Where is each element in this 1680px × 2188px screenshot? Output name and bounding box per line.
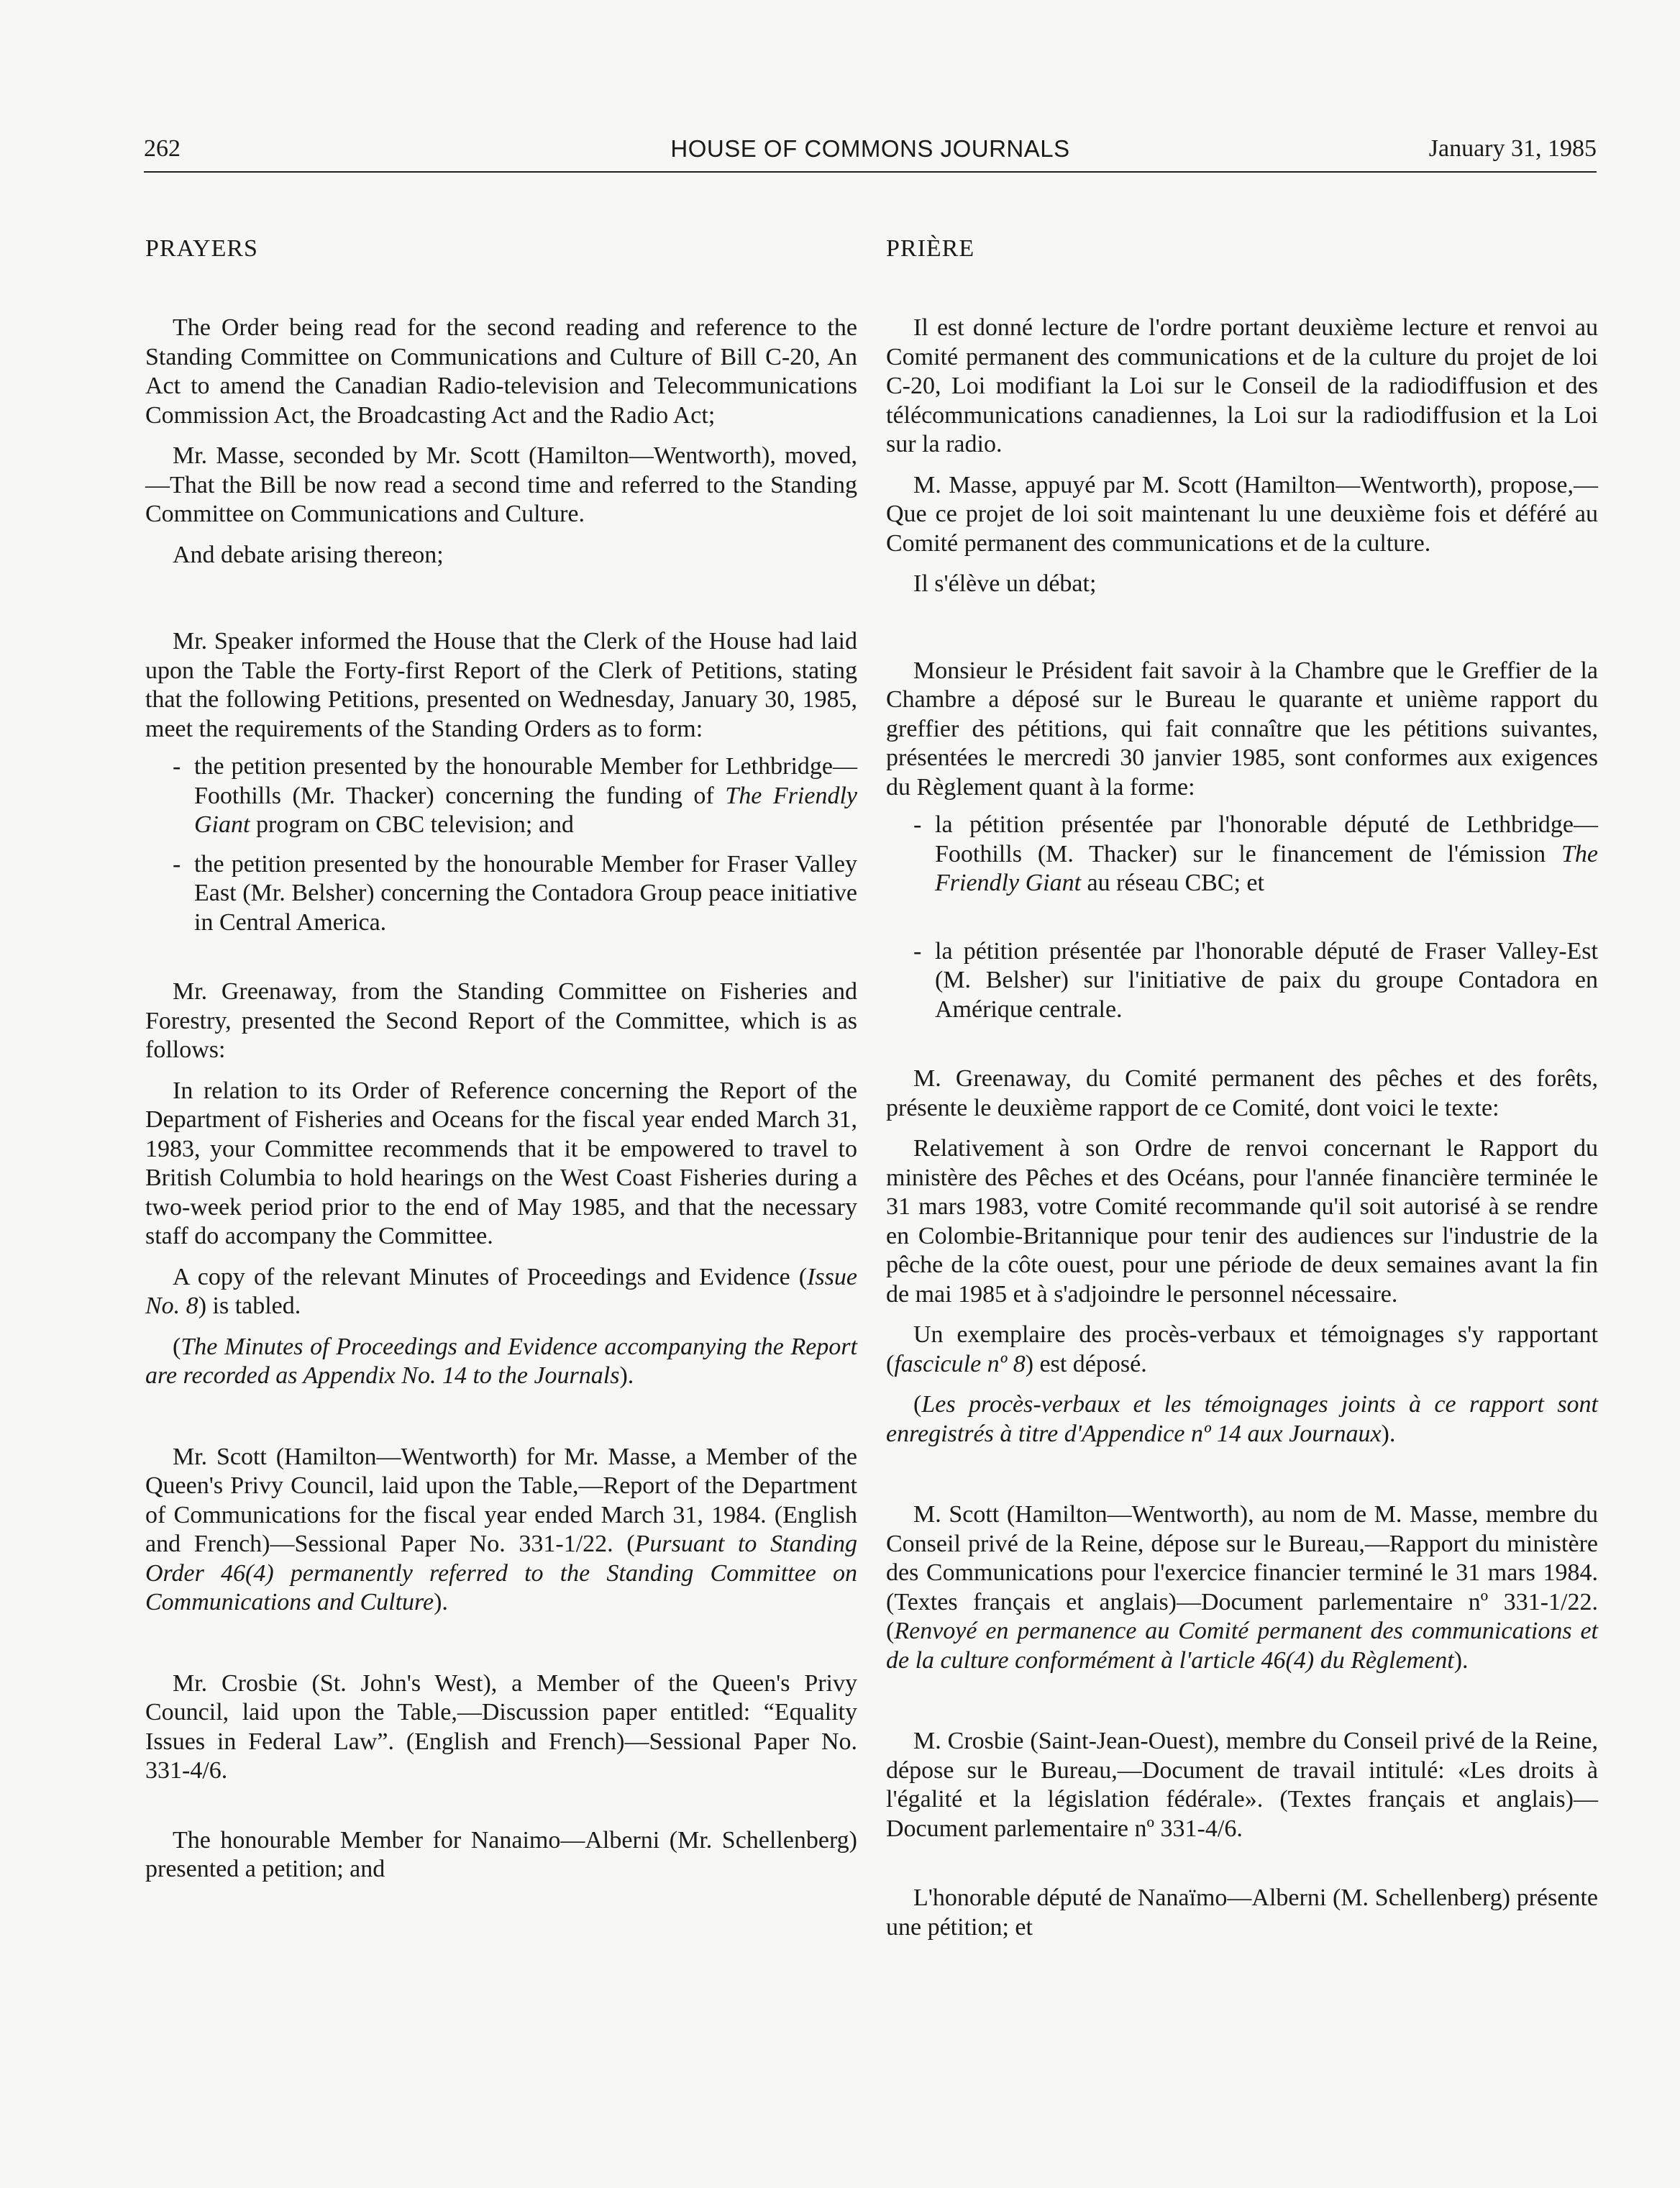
english-column [145, 234, 857, 1884]
paragraph-sessional-paper-2: Mr. Crosbie (St. John's West), a Member of the Queen's Privy Council, laid upon the Table,—Discussion paper entitled: “Equality Issues in Federal Law”. (English and French)—Sessional Paper No. 331-4/6. [145, 1669, 857, 1784]
page-number: 262 [144, 135, 181, 162]
paragraph-minutes-tabled: Un exemplaire des procès-verbaux et témoignages s'y rapportant (fascicule nº 8) est déposé. [886, 1321, 1598, 1377]
paragraph-sessional-paper-1: Mr. Scott (Hamilton—Wentworth) for Mr. Masse, a Member of the Queen's Privy Council, laid upon the Table,—Report of the Department of Communications for the fiscal year ended March 31, 1984. (English and French)—Sessional Paper No. 331-1/22. (Pursuant to Standing Order 46(4) permanently referred to the Standing Committee on Communications and Culture). [145, 1443, 857, 1615]
petition-list [145, 752, 857, 937]
paragraph-committee-report: M. Greenaway, du Comité permanent des pêches et des forêts, présente le deuxième rapport de ce Comité, dont voici le texte: [886, 1065, 1598, 1121]
paragraph-appendix-note: (Les procès-verbaux et les témoignages joints à ce rapport sont enregistrés à titre d'Appendice nº 14 aux Journaux). [886, 1391, 1598, 1447]
french-column [886, 234, 1598, 1942]
section-heading: PRIÈRE [886, 235, 975, 262]
paragraph-petitions-report: Monsieur le Président fait savoir à la Chambre que le Greffier de la Chambre a déposé sur le Bureau le quarante et unième rapport du greffier des pétitions, qui fait connaître que les pétitions suivantes, présentées le mercredi 30 janvier 1985, sont conformes aux exigences du Règlement quant à la forme: [886, 657, 1598, 801]
list-item: - the petition presented by the honourable Member for Fraser Valley East (Mr. Belsher) concerning the Contadora Group peace initiative in Central America. [145, 850, 857, 938]
petition-list [886, 811, 1598, 1024]
list-item: - la pétition présentée par l'honorable député de Fraser Valley-Est (M. Belsher) sur l'initiative de paix du groupe Contadora en Amérique centrale. [886, 937, 1598, 1025]
paragraph-petitions-report: Mr. Speaker informed the House that the Clerk of the House had laid upon the Table the Forty-first Report of the Clerk of Petitions, stating that the following Petitions, presented on Wednesday, January 30, 1985, meet the requirements of the Standing Orders as to form: [145, 628, 857, 742]
paragraph-sessional-paper-1: M. Scott (Hamilton—Wentworth), au nom de M. Masse, membre du Conseil privé de la Reine, dépose sur le Bureau,—Rapport du ministère des Communications pour l'exercice financier terminé le 31 mars 1984. (Textes français et anglais)—Document parlementaire nº 331-1/22. (Renvoyé en permanence au Comité permanent des communications et de la culture conformément à l'article 46(4) du Règlement). [886, 1501, 1598, 1674]
page-date: January 31, 1985 [1428, 135, 1597, 162]
paragraph-motion: M. Masse, appuyé par M. Scott (Hamilton—Wentworth), propose,—Que ce projet de loi soit maintenant lu une deuxième fois et déféré au Comité permanent des communications et de la culture. [886, 471, 1598, 557]
paragraph-motion: Mr. Masse, seconded by Mr. Scott (Hamilton—Wentworth), moved,—That the Bill be now read a second time and referred to the Standing Committee on Communications and Culture. [145, 442, 857, 527]
page-header [144, 135, 1597, 173]
paragraph-report-text: Relativement à son Ordre de renvoi concernant le Rapport du ministère des Pêches et des Océans, pour l'année financière terminée le 31 mars 1983, votre Comité recommande qu'il soit autorisé à se rendre en Colombie-Britannique pour tenir des audiences sur l'industrie de la pêche de la côte ouest, pour une période de deux semaines avant la fin de mai 1985 et à s'adjoindre le personnel nécessaire. [886, 1135, 1598, 1308]
paragraph-petition-presented: L'honorable député de Nanaïmo—Alberni (M. Schellenberg) présente une pétition; et [886, 1884, 1598, 1941]
paragraph-order-reading: Il est donné lecture de l'ordre portant deuxième lecture et renvoi au Comité permanent des communications et de la culture du projet de loi C-20, Loi modifiant la Loi sur le Conseil de la radiodiffusion et des télécommunications canadiennes, la Loi sur la radiodiffusion et la Loi sur la radio. [886, 314, 1598, 457]
paragraph-sessional-paper-2: M. Crosbie (Saint-Jean-Ouest), membre du Conseil privé de la Reine, dépose sur le Bureau,—Document de travail intitulé: «Les droits à l'égalité et la législation fédérale». (Textes français et anglais)—Document parlementaire nº 331-4/6. [886, 1728, 1598, 1842]
header-rule [144, 171, 1597, 173]
list-item: - the petition presented by the honourable Member for Lethbridge—Foothills (Mr. Thacker) concerning the funding of The Friendly Giant program on CBC television; and [145, 752, 857, 840]
paragraph-report-text: In relation to its Order of Reference concerning the Report of the Department of Fisheries and Oceans for the fiscal year ended March 31, 1983, your Committee recommends that it be empowered to travel to British Columbia to hold hearings on the West Coast Fisheries during a two-week period prior to the end of May 1985, and that the necessary staff do accompany the Committee. [145, 1077, 857, 1249]
paragraph-debate: Il s'élève un débat; [913, 570, 1097, 597]
journal-title: HOUSE OF COMMONS JOURNALS [670, 135, 1070, 162]
paragraph-minutes-tabled: A copy of the relevant Minutes of Proceedings and Evidence (Issue No. 8) is tabled. [145, 1263, 857, 1319]
list-item: - la pétition présentée par l'honorable député de Lethbridge—Foothills (M. Thacker) sur le financement de l'émission The Friendly Giant au réseau CBC; et [886, 811, 1598, 898]
section-heading: PRAYERS [145, 235, 258, 262]
paragraph-appendix-note: (The Minutes of Proceedings and Evidence accompanying the Report are recorded as Appendix No. 14 to the Journals). [145, 1333, 857, 1389]
paragraph-order-reading: The Order being read for the second reading and reference to the Standing Committee on Communications and Culture of Bill C-20, An Act to amend the Canadian Radio-television and Telecommunications Commission Act, the Broadcasting Act and the Radio Act; [145, 314, 857, 429]
paragraph-petition-presented: The honourable Member for Nanaimo—Alberni (Mr. Schellenberg) presented a petition; and [145, 1826, 857, 1882]
paragraph-committee-report: Mr. Greenaway, from the Standing Committee on Fisheries and Forestry, presented the Second Report of the Committee, which is as follows: [145, 978, 857, 1063]
paragraph-debate: And debate arising thereon; [173, 541, 444, 568]
